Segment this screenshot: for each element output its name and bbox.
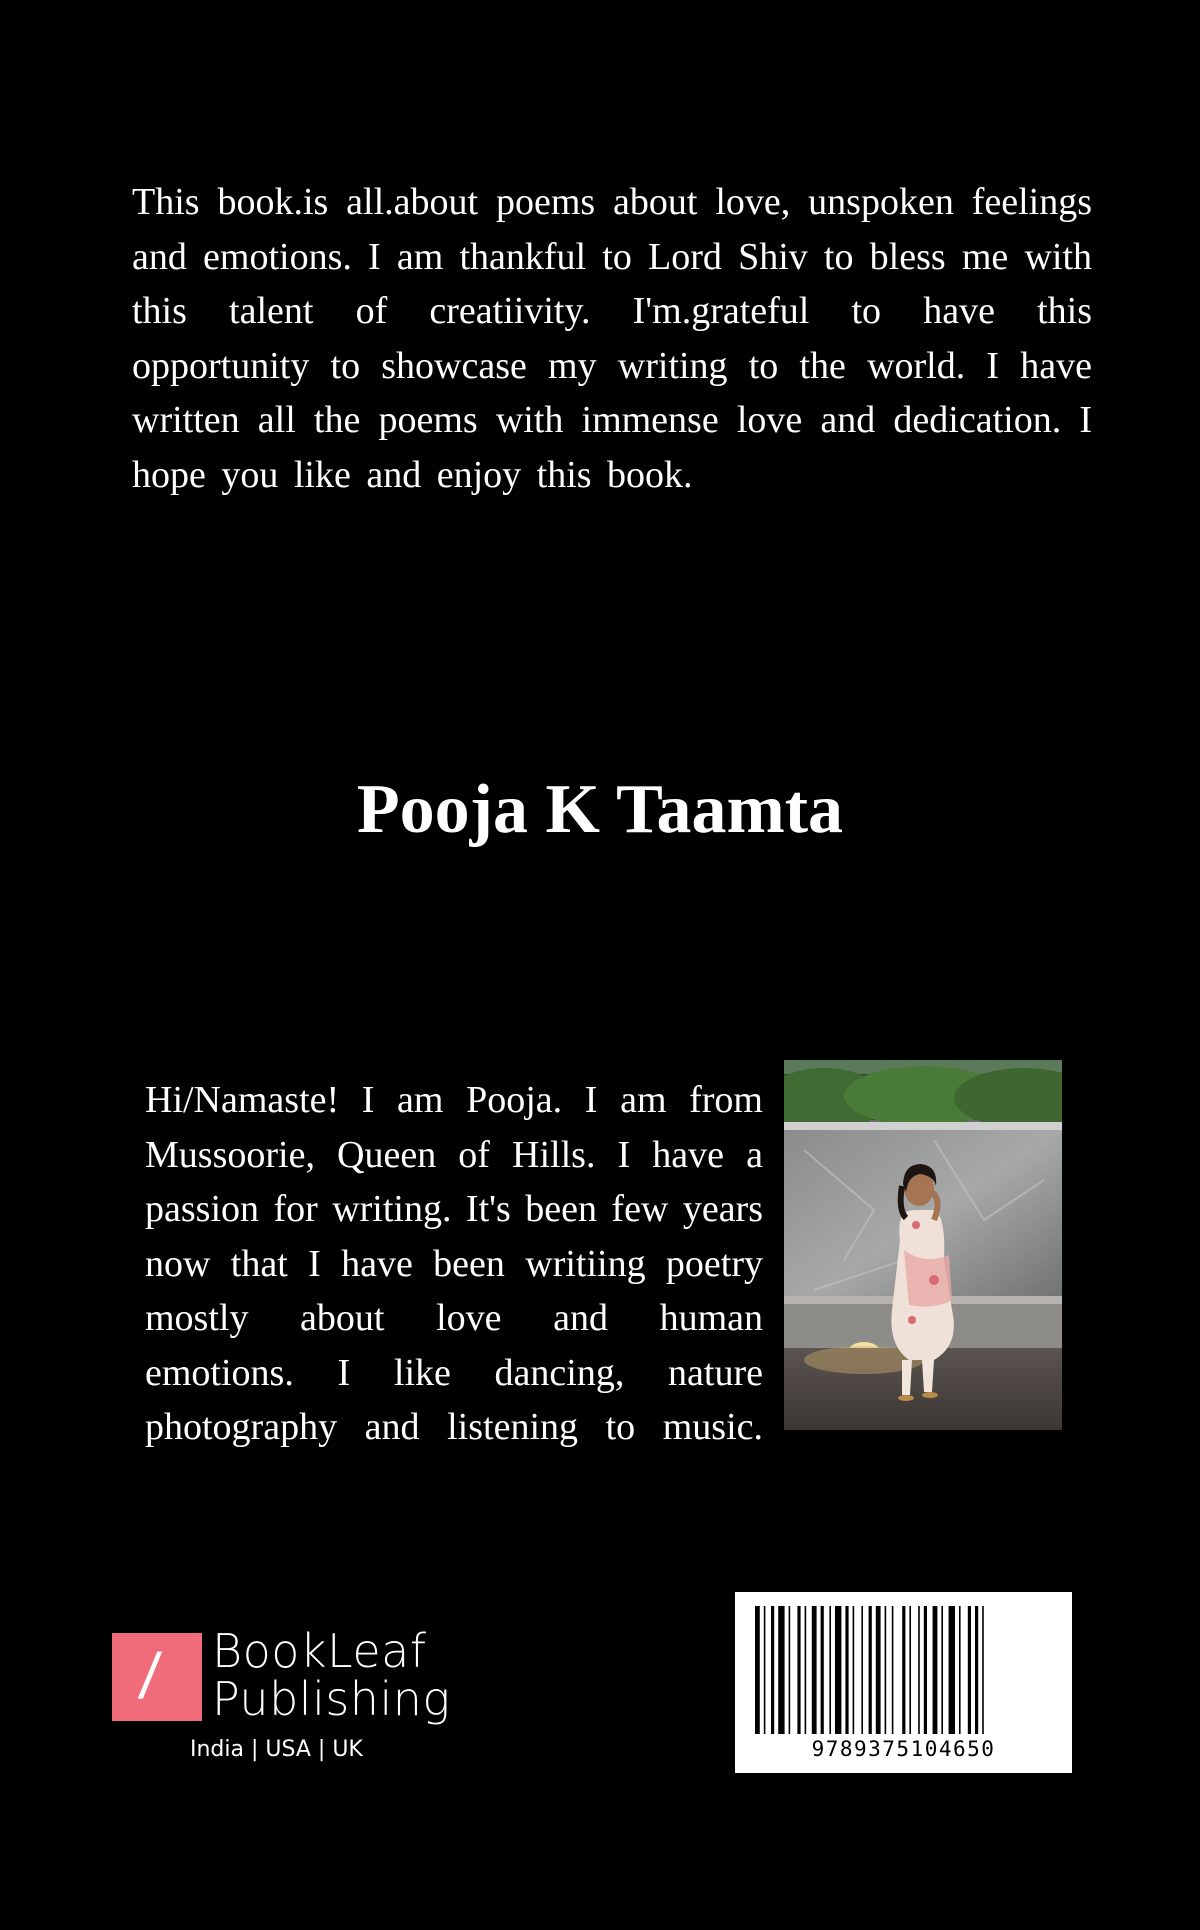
publisher-logo-mark: [112, 1633, 202, 1721]
publisher-regions: India | USA | UK: [190, 1737, 363, 1762]
publisher-name-line1: BookLeaf: [212, 1624, 427, 1678]
publisher-logo-glyph: /: [135, 1640, 164, 1712]
author-name: Pooja K Taamta: [356, 771, 844, 848]
author-bio: Hi/Namaste! I am Pooja. I am from Mussoorie, Queen of Hills. I have a passion for writing. It's been few years now that I have been writiing poetry mostly about love and human emotions. I like dancing, nature photography and listening to music.: [145, 1079, 763, 1448]
publisher-logo: [112, 1624, 452, 1770]
barcode-bars-icon: [753, 1606, 1054, 1734]
publisher-name-line2: Publishing: [212, 1672, 451, 1726]
book-blurb: This book.is all.about poems about love, unspoken feelings and emotions. I am thankful to Lord Shiv to bless me with this talent of creatiivity. I'm.grateful to have this opportunity to showcase my writing to the world. I have written all the poems with immense love and dedication. I hope you like and enjoy this book.: [132, 181, 1092, 496]
isbn-barcode: [735, 1592, 1072, 1773]
author-portrait-icon: [784, 1060, 1062, 1430]
isbn-number: 9789375104650: [811, 1737, 996, 1761]
author-photo: [784, 1060, 1062, 1430]
